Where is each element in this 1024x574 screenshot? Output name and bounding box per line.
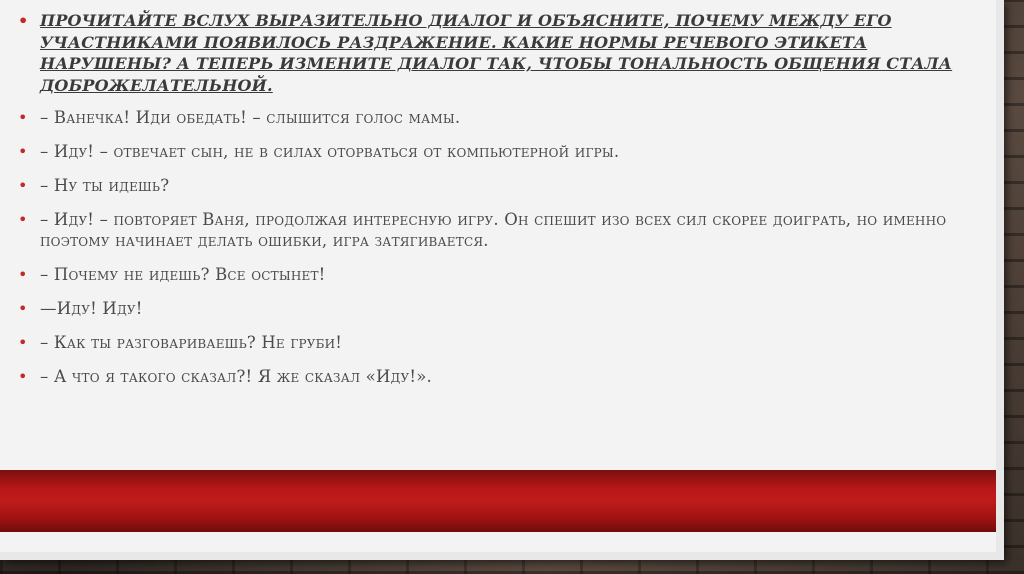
dialog-line [18,366,968,387]
task-heading [18,10,968,96]
bullet-icon: • [18,367,28,386]
bullet-icon: • [18,11,29,30]
dialog-line-text: – Ванечка! Иди обедать! – слышится голос мамы. [40,108,461,127]
dialog-line-text: – Почему не идешь? Все остынет! [40,265,326,284]
dialog-line [18,107,968,128]
dialog-line-text: – А что я такого сказал?! Я же сказал «Иду!». [40,367,432,386]
dialog-line [18,141,968,162]
decorative-red-band [0,470,1004,532]
bullet-icon: • [18,333,28,352]
dialog-line-text: – Как ты разговариваешь? Не груби! [40,333,343,352]
bullet-icon: • [18,265,28,284]
bullet-icon: • [18,108,28,127]
dialog-line-text: – Иду! – повторяет Ваня, продолжая интересную игру. Он спешит изо всех сил скорее доиграть, но именно поэтому начинает делать ошибки, игра затягивается. [40,210,947,250]
dialog-line-text: – Ну ты идешь? [40,176,170,195]
slide-content [18,10,968,400]
dialog-line [18,264,968,285]
dialog-line-text: —Иду! Иду! [40,299,143,318]
bullet-icon: • [18,210,28,229]
bullet-icon: • [18,176,28,195]
dialog-line [18,332,968,353]
dialog-line [18,298,968,319]
task-heading-text: ПРОЧИТАЙТЕ ВСЛУХ ВЫРАЗИТЕЛЬНО ДИАЛОГ И ОБЪЯСНИТЕ, ПОЧЕМУ МЕЖДУ ЕГО УЧАСТНИКАМИ ПОЯВИЛОСЬ РАЗДРАЖЕНИЕ. КАКИЕ НОРМЫ РЕЧЕВОГО ЭТИКЕТА НАРУШЕНЫ? А ТЕПЕРЬ ИЗМЕНИТЕ ДИАЛОГ ТАК, ЧТОБЫ ТОНАЛЬНОСТЬ ОБЩЕНИЯ СТАЛА ДОБРОЖЕЛАТЕЛЬНОЙ. [40,11,953,95]
bullet-icon: • [18,142,28,161]
dialog-line [18,209,968,251]
dialog-line-text: – Иду! – отвечает сын, не в силах оторваться от компьютерной игры. [40,142,620,161]
bullet-icon: • [18,299,28,318]
dialog-line [18,175,968,196]
